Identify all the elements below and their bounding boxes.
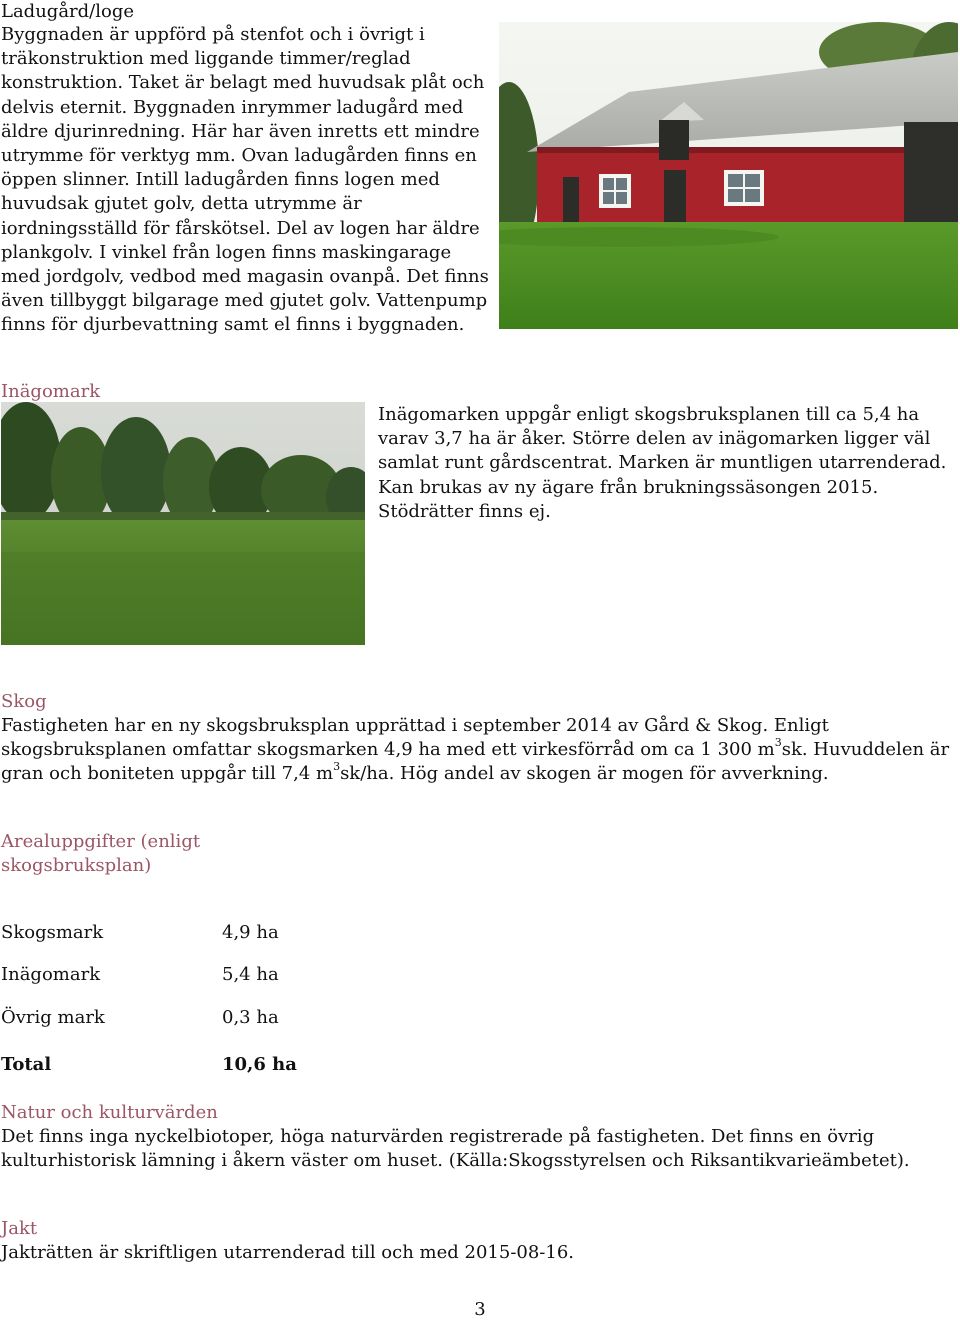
skog-body: [1, 714, 956, 787]
superscript-3: 3: [774, 736, 782, 750]
jakt-body: Jakträtten är skriftligen utarrenderad till och med 2015-08-16.: [1, 1242, 575, 1263]
natur-body: Det finns inga nyckelbiotoper, höga naturvärden registrerade på fastigheten. Det finns en övrig kulturhistorisk lämning i åkern väster om huset. (Källa:Skogsstyrelsen och Riksantikvarieämbetet).: [1, 1126, 910, 1172]
areal-row-label: Skogsmark: [1, 922, 104, 943]
page-number: 3: [474, 1299, 486, 1320]
natur-title: Natur och kulturvärden: [1, 1102, 218, 1123]
inagomark-body: Inägomarken uppgår enligt skogsbruksplanen till ca 5,4 ha varav 3,7 ha är åker. Större delen av inägomarken ligger väl samlat runt gårdscentrat. Marken är muntligen utarrenderad. Kan brukas av ny ägare från brukningssäsongen 2015. Stödrätter finns ej.: [378, 404, 947, 522]
skog-body-part1: Fastigheten har en ny skogsbruksplan upprättad i september 2014 av Gård & Skog. Enligt skogsbruksplanen omfattar skogsmarken 4,9 ha med ett virkesförråd om ca 1 300 m: [1, 715, 829, 761]
areal-row-label: Övrig mark: [1, 1007, 105, 1028]
areal-title: Arealuppgifter (enligt skogsbruksplan): [1, 831, 201, 876]
skog-body-part3: sk/ha. Hög andel av skogen är mogen för avverkning.: [340, 763, 829, 785]
ladugard-title: Ladugård/loge: [1, 1, 135, 22]
skog-title: Skog: [1, 691, 47, 712]
areal-row-label: Inägomark: [1, 964, 101, 985]
areal-row-value: 4,9 ha: [222, 922, 279, 943]
ladugard-body: Byggnaden är uppförd på stenfot och i övrigt i träkonstruktion med liggande timmer/reglad konstruktion. Taket är belagt med huvudsak plåt och delvis eternit. Byggnaden inrymmer ladugård med äldre djurinredning. Här har även inretts ett mindre utrymme för verktyg mm. Ovan ladugården finns en öppen slinner. Intill ladugården finns logen med huvudsak gjutet golv, detta utrymme är iordningsställd för fårskötsel. Del av logen har äldre plankgolv. I vinkel från logen finns maskingarage med jordgolv, vedbod med magasin ovanpå. Det finns även tillbyggt bilgarage med gjutet golv. Vattenpump finns för djurbevattning samt el finns i byggnaden.: [1, 24, 489, 336]
areal-row-value: 0,3 ha: [222, 1007, 279, 1028]
meadow-photo: [1, 402, 365, 645]
areal-row-value: 5,4 ha: [222, 964, 279, 985]
inagomark-title: Inägomark: [1, 381, 101, 402]
skog-body-part2: sk. Huvuddelen är gran och boniteten uppgår till 7,4 m: [1, 739, 950, 785]
areal-total-value: 10,6 ha: [222, 1054, 297, 1075]
areal-total-label: Total: [1, 1054, 52, 1075]
barn-photo: [499, 22, 958, 329]
superscript-3: 3: [333, 760, 341, 774]
jakt-title: Jakt: [1, 1218, 38, 1239]
